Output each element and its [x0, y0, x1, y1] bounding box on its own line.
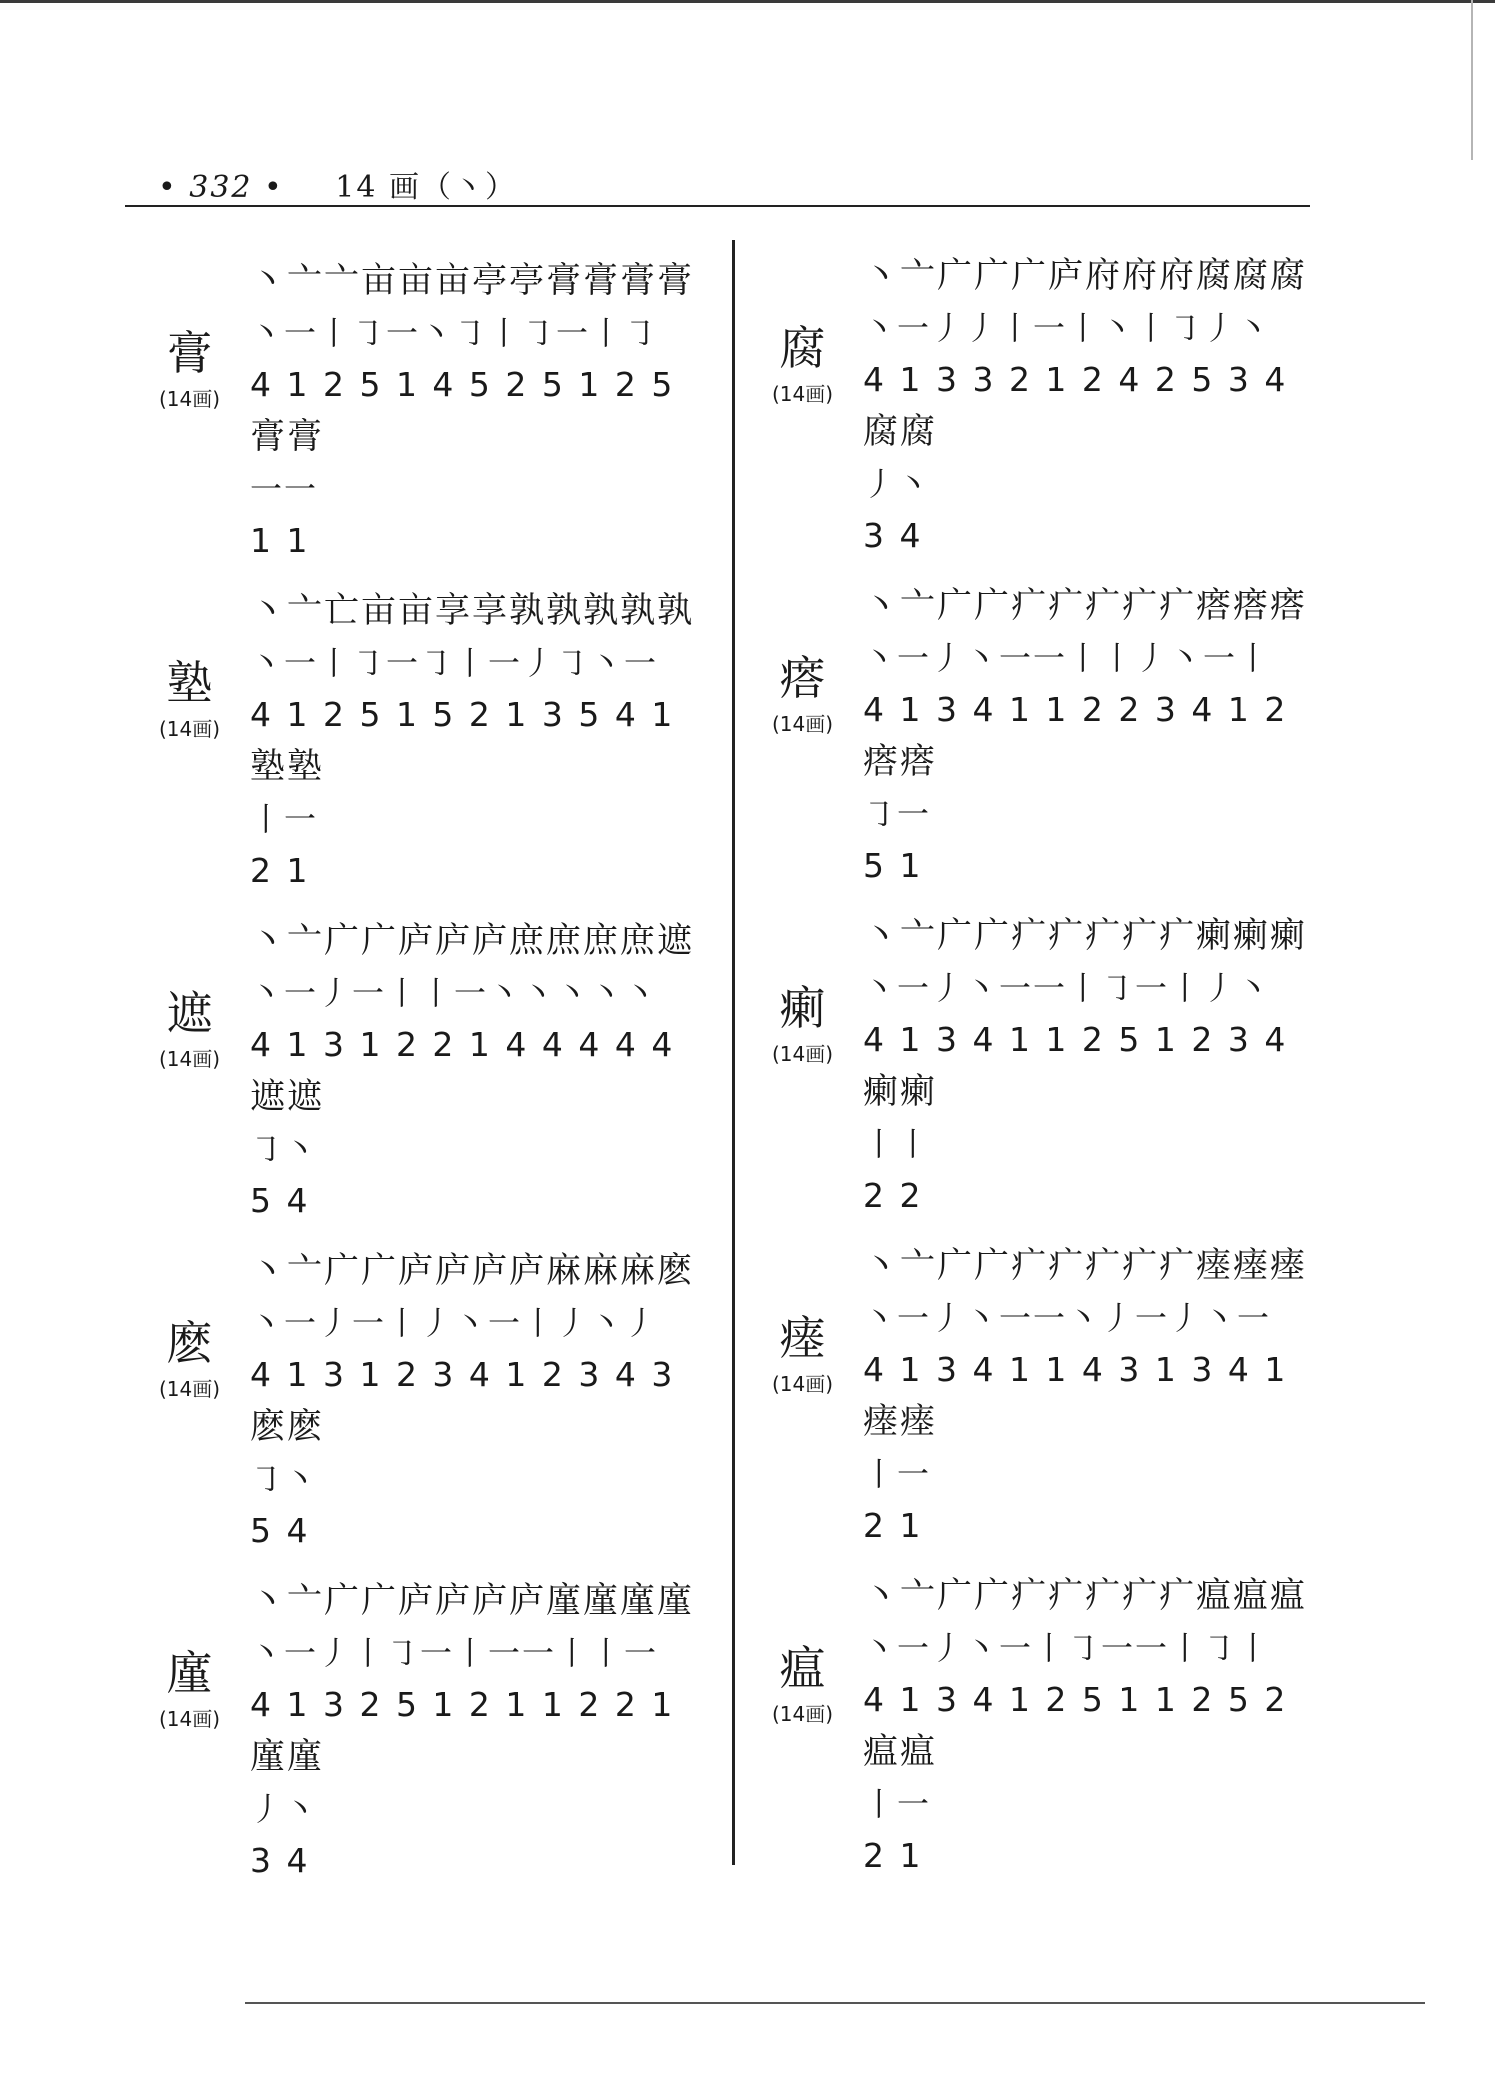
stroke-sequence-continued: 膏膏 — [250, 417, 325, 457]
headword-block — [745, 320, 860, 407]
stroke-shapes: 丶一丨㇆一丶㇆丨㇆一丨㇆ — [250, 314, 659, 352]
stroke-shapes: 丶一丿丨㇆一丨一一丨丨一 — [250, 1634, 659, 1672]
headword-char: 遮 — [166, 986, 213, 1040]
stroke-count-label: (14画) — [158, 717, 221, 741]
footer-rule — [245, 2002, 1425, 2004]
stroke-numbers: 4 1 3 3 2 1 2 4 2 5 3 4 — [863, 360, 1286, 399]
stroke-numbers: 4 1 3 1 2 3 4 1 2 3 4 3 — [250, 1355, 673, 1394]
stroke-numbers-continued: 5 1 — [863, 846, 921, 885]
headword-char: 瘗 — [779, 1311, 826, 1365]
stroke-sequence: 丶亠亡亩亩享享孰孰孰孰孰 — [250, 591, 695, 631]
headword-block — [745, 650, 860, 737]
headword-char: 膏 — [166, 326, 213, 380]
stroke-numbers-continued: 3 4 — [863, 516, 921, 555]
stroke-order-block — [863, 250, 1363, 562]
stroke-shapes: 丶一丿丶一丨㇆一一丨㇆丨 — [863, 1629, 1272, 1667]
character-entry — [745, 910, 1385, 1230]
stroke-numbers: 4 1 3 4 1 1 2 2 3 4 1 2 — [863, 690, 1286, 729]
stroke-numbers: 4 1 3 4 1 1 4 3 1 3 4 1 — [863, 1350, 1286, 1389]
stroke-shapes: 丶一丿丶一一丨㇆一丨丿丶 — [863, 969, 1272, 1007]
character-entry — [132, 1245, 772, 1565]
stroke-count-label: (14画) — [158, 387, 221, 411]
stroke-sequence-continued: 麽麽 — [250, 1407, 325, 1447]
character-entry — [132, 1575, 772, 1895]
headword-block — [132, 1645, 247, 1732]
stroke-shapes: 丶一丿丶一一丶丿一丿丶一 — [863, 1299, 1272, 1337]
stroke-order-block — [250, 915, 750, 1227]
top-border-line — [0, 0, 1495, 3]
stroke-order-block — [250, 255, 750, 567]
stroke-shapes-continued: ㇆丶 — [250, 1460, 319, 1498]
stroke-count-label: (14画) — [771, 1042, 834, 1066]
stroke-order-block — [863, 910, 1363, 1222]
headword-char: 廑 — [166, 1646, 213, 1700]
stroke-count-label: (14画) — [158, 1377, 221, 1401]
stroke-shapes-continued: ㇆一 — [863, 795, 932, 833]
headword-char: 瘟 — [779, 1641, 826, 1695]
stroke-sequence: 丶亠广广疒疒疒疒疒瘗瘗瘗 — [863, 1246, 1308, 1286]
headword-block — [132, 655, 247, 742]
headword-char: 塾 — [166, 656, 213, 710]
stroke-sequence-continued: 遮遮 — [250, 1077, 325, 1117]
headword-char: 麽 — [166, 1316, 213, 1370]
character-entry — [132, 585, 772, 905]
stroke-shapes: 丶一丿一丨丿丶一丨丿丶丿 — [250, 1304, 659, 1342]
stroke-order-block — [863, 1240, 1363, 1552]
headword-block — [132, 985, 247, 1072]
stroke-numbers: 4 1 3 4 1 1 2 5 1 2 3 4 — [863, 1020, 1286, 1059]
stroke-sequence: 丶亠广广庐庐庐庶庶庶庶遮 — [250, 921, 695, 961]
character-entry — [745, 580, 1385, 900]
stroke-numbers-continued: 3 4 — [250, 1841, 308, 1880]
stroke-count-label: (14画) — [771, 1702, 834, 1726]
stroke-sequence-continued: 瘌瘌 — [863, 1072, 938, 1112]
stroke-numbers-continued: 5 4 — [250, 1511, 308, 1550]
stroke-order-block — [863, 1570, 1363, 1882]
page-number: • 332 • — [158, 170, 284, 205]
stroke-numbers: 4 1 3 2 5 1 2 1 1 2 2 1 — [250, 1685, 673, 1724]
stroke-shapes: 丶一丿一丨丨一丶丶丶丶丶 — [250, 974, 659, 1012]
stroke-sequence: 丶亠广广广庐府府府腐腐腐 — [863, 256, 1308, 296]
stroke-shapes-continued: 丨丨 — [863, 1125, 932, 1163]
stroke-shapes: 丶一丿丶一一丨丨丿丶一丨 — [863, 639, 1272, 677]
headword-block — [745, 1310, 860, 1397]
stroke-sequence-continued: 腐腐 — [863, 412, 938, 452]
stroke-sequence-continued: 瘩瘩 — [863, 742, 938, 782]
stroke-shapes-continued: ㇆丶 — [250, 1130, 319, 1168]
stroke-sequence-continued: 塾塾 — [250, 747, 325, 787]
stroke-numbers-continued: 2 2 — [863, 1176, 921, 1215]
character-entry — [745, 250, 1385, 570]
stroke-numbers: 4 1 3 4 1 2 5 1 1 2 5 2 — [863, 1680, 1286, 1719]
headword-char: 腐 — [779, 321, 826, 375]
stroke-shapes-continued: 一一 — [250, 470, 319, 508]
stroke-numbers-continued: 2 1 — [250, 851, 308, 890]
headword-char: 瘌 — [779, 981, 826, 1035]
stroke-order-block — [250, 585, 750, 897]
character-entry — [132, 915, 772, 1235]
stroke-sequence: 丶亠广广庐庐庐庐廑廑廑廑 — [250, 1581, 695, 1621]
stroke-sequence: 丶亠广广庐庐庐庐麻麻麻麽 — [250, 1251, 695, 1291]
stroke-count-label: (14画) — [771, 712, 834, 736]
headword-block — [745, 980, 860, 1067]
header-rule — [125, 205, 1310, 207]
stroke-numbers: 4 1 2 5 1 5 2 1 3 5 4 1 — [250, 695, 673, 734]
page-edge-line — [1471, 0, 1473, 160]
stroke-shapes-continued: 丨一 — [250, 800, 319, 838]
character-entry — [132, 255, 772, 575]
stroke-order-block — [863, 580, 1363, 892]
headword-char: 瘩 — [779, 651, 826, 705]
stroke-sequence-continued: 瘟瘟 — [863, 1732, 938, 1772]
headword-block — [132, 325, 247, 412]
stroke-sequence-continued: 廑廑 — [250, 1737, 325, 1777]
stroke-sequence: 丶亠广广疒疒疒疒疒瘩瘩瘩 — [863, 586, 1308, 626]
stroke-shapes-continued: 丿丶 — [250, 1790, 319, 1828]
headword-block — [132, 1315, 247, 1402]
stroke-count-label: (14画) — [158, 1707, 221, 1731]
page-header — [158, 162, 517, 206]
stroke-sequence: 丶亠广广疒疒疒疒疒瘌瘌瘌 — [863, 916, 1308, 956]
stroke-shapes: 丶一丿丿丨一丨丶丨㇆丿丶 — [863, 309, 1272, 347]
character-entry — [745, 1570, 1385, 1890]
stroke-shapes: 丶一丨㇆一㇆丨一丿㇆丶一 — [250, 644, 659, 682]
stroke-shapes-continued: 丨一 — [863, 1455, 932, 1493]
stroke-shapes-continued: 丿丶 — [863, 465, 932, 503]
stroke-shapes-continued: 丨一 — [863, 1785, 932, 1823]
stroke-sequence: 丶亠广广疒疒疒疒疒瘟瘟瘟 — [863, 1576, 1308, 1616]
section-title: 14 画（丶） — [335, 170, 517, 205]
stroke-numbers: 4 1 2 5 1 4 5 2 5 1 2 5 — [250, 365, 673, 404]
stroke-sequence-continued: 瘗瘗 — [863, 1402, 938, 1442]
headword-block — [745, 1640, 860, 1727]
stroke-numbers-continued: 2 1 — [863, 1506, 921, 1545]
stroke-numbers-continued: 5 4 — [250, 1181, 308, 1220]
stroke-numbers-continued: 2 1 — [863, 1836, 921, 1875]
stroke-numbers: 4 1 3 1 2 2 1 4 4 4 4 4 — [250, 1025, 673, 1064]
stroke-numbers-continued: 1 1 — [250, 521, 308, 560]
stroke-sequence: 丶亠亠亩亩亩亭亭膏膏膏膏 — [250, 261, 695, 301]
stroke-order-block — [250, 1245, 750, 1557]
stroke-count-label: (14画) — [771, 382, 834, 406]
stroke-order-block — [250, 1575, 750, 1887]
stroke-count-label: (14画) — [771, 1372, 834, 1396]
stroke-count-label: (14画) — [158, 1047, 221, 1071]
character-entry — [745, 1240, 1385, 1560]
